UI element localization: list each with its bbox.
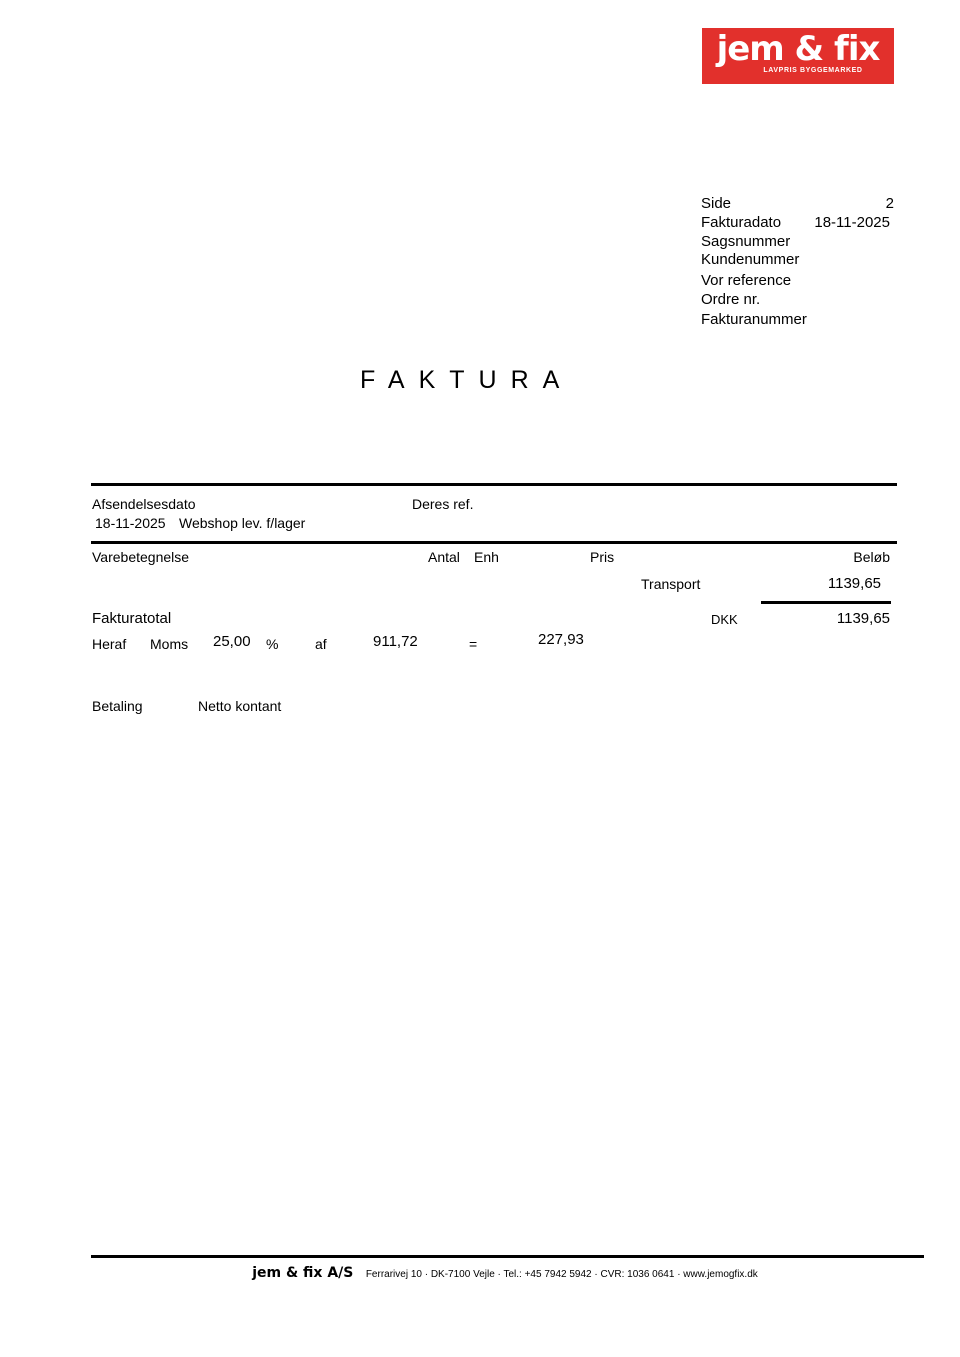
logo-tagline: LAVPRIS BYGGEMARKED	[763, 67, 863, 74]
heraf-label: Heraf	[92, 636, 127, 652]
page-title: FAKTURA	[360, 366, 574, 394]
afsendelsesdato-label: Afsendelsesdato	[92, 496, 196, 512]
side-label: Side	[701, 195, 732, 212]
vor-reference-label: Vor reference	[701, 272, 792, 289]
header-antal: Antal	[428, 549, 460, 565]
af-label: af	[315, 636, 327, 652]
logo-brand: jem & fix	[716, 29, 880, 69]
transport-label: Transport	[641, 576, 701, 592]
moms-label: Moms	[150, 636, 189, 652]
shipping-method: Webshop lev. f/lager	[179, 515, 306, 531]
moms-rate: 25,00	[213, 633, 251, 650]
betaling-label: Betaling	[92, 698, 143, 714]
header-varebetegnelse: Varebetegnelse	[92, 549, 190, 565]
fakturadato-value: 18-11-2025	[814, 214, 890, 231]
currency-label: DKK	[711, 612, 738, 627]
header-divider	[91, 541, 897, 544]
equals-sign: =	[469, 636, 478, 652]
header-belob: Beløb	[853, 549, 890, 565]
top-divider	[91, 483, 897, 486]
sagsnummer-label: Sagsnummer	[701, 233, 791, 250]
header-pris: Pris	[590, 549, 615, 565]
footer-company: jem & fix A/S	[252, 1265, 354, 1281]
header-enh: Enh	[474, 549, 499, 565]
fakturadato-label: Fakturadato	[701, 214, 782, 231]
fakturanummer-label: Fakturanummer	[701, 311, 807, 328]
transport-value: 1139,65	[827, 575, 881, 592]
footer	[0, 1264, 960, 1282]
percent-sign: %	[266, 636, 279, 652]
footer-info: Ferrarivej 10 · DK-7100 Vejle · Tel.: +45 7942 5942 · CVR: 1036 0641 · www.jemogfix.dk	[365, 1269, 758, 1280]
moms-amount: 227,93	[538, 631, 584, 648]
betaling-value: Netto kontant	[198, 698, 282, 714]
total-underline	[761, 601, 891, 604]
deres-ref-label: Deres ref.	[412, 496, 474, 512]
shipping-date: 18-11-2025	[95, 515, 166, 531]
ordre-label: Ordre nr.	[701, 291, 761, 308]
side-value: 2	[885, 195, 894, 212]
footer-divider	[91, 1255, 924, 1258]
kundenummer-label: Kundenummer	[701, 251, 800, 268]
total-value: 1139,65	[836, 610, 890, 627]
moms-base-amount: 911,72	[373, 633, 418, 650]
company-logo	[702, 28, 894, 84]
fakturatotal-label: Fakturatotal	[92, 610, 172, 627]
